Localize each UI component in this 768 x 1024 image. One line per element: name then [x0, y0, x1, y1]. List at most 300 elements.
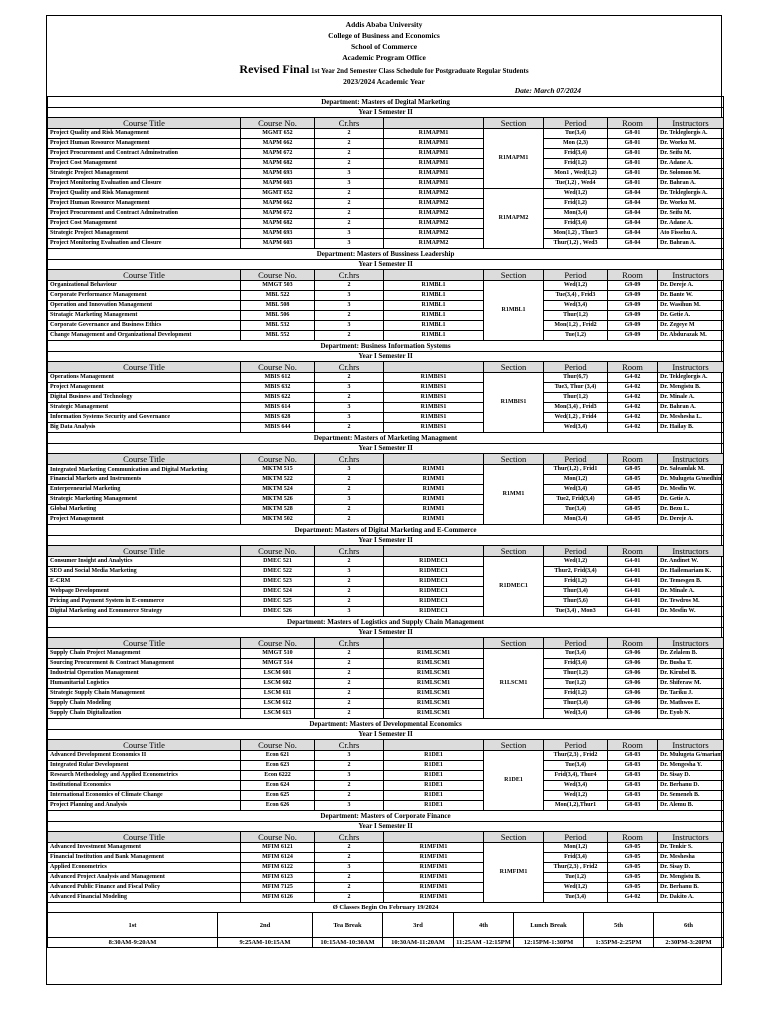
credit-hours: 2 [315, 659, 384, 669]
instructor-name: Dr. Mengesha Y. [658, 761, 724, 771]
column-header: Instructors [658, 740, 724, 751]
credit-hours: 2 [315, 311, 384, 321]
room-number: G9-05 [608, 873, 658, 883]
course-title: Advanced Investment Management [48, 843, 241, 853]
instructor-name: Dr. Dereje A. [658, 515, 724, 525]
course-number: MAPM 662 [241, 199, 315, 209]
credit-hours: 2 [315, 597, 384, 607]
class-period: Frid(1,2) [544, 577, 608, 587]
column-header: Course Title [48, 362, 241, 373]
class-period: Tue(3,4) [544, 129, 608, 139]
section-code: R1MLSCM1 [384, 659, 484, 669]
room-number: G4-01 [608, 587, 658, 597]
credit-hours: 2 [315, 853, 384, 863]
course-title: SEO and Social Media Marketing [48, 567, 241, 577]
table-row [48, 801, 724, 811]
course-number: MFIM 6121 [241, 843, 315, 853]
credit-hours: 3 [315, 413, 384, 423]
course-number: Econ 623 [241, 761, 315, 771]
room-number: G8-05 [608, 515, 658, 525]
course-title: E-CRM [48, 577, 241, 587]
instructor-name: Dr. Bante W. [658, 291, 724, 301]
time-slot-label: 6th [654, 913, 724, 938]
credit-hours: 3 [315, 567, 384, 577]
section-code: R1MBIS1 [384, 403, 484, 413]
table-row [48, 863, 724, 873]
course-number: MBIS 632 [241, 383, 315, 393]
time-slot-label: 3rd [383, 913, 454, 938]
room-number: G8-05 [608, 505, 658, 515]
credit-hours: 2 [315, 393, 384, 403]
class-period: Tue(3,4) [544, 761, 608, 771]
time-slot-range: 2:30PM-3:20PM [654, 938, 724, 948]
room-number: G8-05 [608, 475, 658, 485]
room-number: G4-01 [608, 567, 658, 577]
column-header: Instructors [658, 454, 724, 465]
instructor-name: Dr. Temesgen B. [658, 577, 724, 587]
credit-hours: 2 [315, 423, 384, 433]
instructor-name: Dr. Tariku J. [658, 689, 724, 699]
section-code: R1MAPM2 [384, 219, 484, 229]
course-number: MMGT 514 [241, 659, 315, 669]
instructor-name: Dr. Worku M. [658, 139, 724, 149]
course-title: Project Monitoring Evaluation and Closure [48, 239, 241, 249]
course-title: Project Planning and Analysis [48, 801, 241, 811]
section-code: R1MBL1 [384, 331, 484, 341]
class-period: Thur2, Frid(3,4) [544, 567, 608, 577]
document-title [47, 63, 721, 78]
instructor-name: Dr. Tekleglorgis A. [658, 189, 724, 199]
course-title: Operations Management [48, 373, 241, 383]
instructor-name: Dr. Getie A. [658, 311, 724, 321]
course-number: MAPM 662 [241, 139, 315, 149]
section-code: R1DMEC1 [384, 567, 484, 577]
instructor-name: Dr. Abdurazak M. [658, 331, 724, 341]
time-slot-label: 4th [454, 913, 514, 938]
class-period: Wed(1,2) , Frid4 [544, 413, 608, 423]
instructor-name: Dr. Saleamlak M. [658, 465, 724, 475]
instructor-name: Dr. Mulugeta G/mariam [658, 751, 724, 761]
school-name: School of Commerce [350, 42, 418, 51]
section-code: R1MBL1 [384, 311, 484, 321]
section-code: R1MM1 [384, 465, 484, 475]
year-semester-label: Year I Semester II [48, 444, 724, 454]
class-period: Mon(3,4) , Frid3 [544, 403, 608, 413]
credit-hours: 2 [315, 649, 384, 659]
class-period: Frid(3,4) [544, 149, 608, 159]
room-number: G4-01 [608, 597, 658, 607]
class-period: Thur(2,3) , Frid2 [544, 863, 608, 873]
course-title: Change Management and Organizational Development [48, 331, 241, 341]
credit-hours: 3 [315, 229, 384, 239]
credit-hours: 2 [315, 199, 384, 209]
section-code: R1MLSCM1 [384, 649, 484, 659]
room-number: G4-02 [608, 393, 658, 403]
year-semester-label: Year I Semester II [48, 260, 724, 270]
room-number: G8-03 [608, 781, 658, 791]
table-row [48, 883, 724, 893]
column-header: Cr.hrs [315, 118, 384, 129]
section-code: R1MBL1 [384, 321, 484, 331]
department-heading: Department: Masters of Digital Marketing and E-Commerce [48, 525, 724, 536]
column-header: Period [544, 362, 608, 373]
course-title: Applied Econometrics [48, 863, 241, 873]
table-row [48, 373, 724, 383]
class-period: Tue(3,4) [544, 649, 608, 659]
class-period: Mon(1,2) [544, 843, 608, 853]
section-name: R1MAPM2 [484, 189, 544, 249]
course-number: MBIS 612 [241, 373, 315, 383]
time-slot-label: Lunch Break [514, 913, 584, 938]
credit-hours: 2 [315, 159, 384, 169]
course-number: DMEC 523 [241, 577, 315, 587]
room-number: G8-01 [608, 129, 658, 139]
course-title: Operation and Innovation Management [48, 301, 241, 311]
section-code: R1MAPM1 [384, 129, 484, 139]
course-title: Project Quality and Risk Management [48, 129, 241, 139]
section-code: R1MLSCM1 [384, 689, 484, 699]
credit-hours: 2 [315, 373, 384, 383]
class-period: Frid(3,4), Thur4 [544, 771, 608, 781]
time-slot-range: 1:35PM-2:25PM [584, 938, 654, 948]
credit-hours: 2 [315, 219, 384, 229]
section-code: R1MBL1 [384, 291, 484, 301]
room-number: G8-04 [608, 189, 658, 199]
column-header: Section [484, 118, 544, 129]
instructor-name: Dr. Eyob N. [658, 709, 724, 719]
instructor-name: Dr. Tewdros M. [658, 597, 724, 607]
class-period: Wed(3,4) [544, 709, 608, 719]
credit-hours: 2 [315, 761, 384, 771]
course-number: MKTM 524 [241, 485, 315, 495]
section-code: R1DMEC1 [384, 597, 484, 607]
table-row [48, 403, 724, 413]
table-row [48, 781, 724, 791]
class-period: Wed(1,2) [544, 557, 608, 567]
table-row [48, 853, 724, 863]
course-title: Advanced Development Economics II [48, 751, 241, 761]
course-title: Financial Markets and Instruments [48, 475, 241, 485]
course-title: Project Human Resource Management [48, 139, 241, 149]
credit-hours: 3 [315, 383, 384, 393]
table-row [48, 577, 724, 587]
table-row [48, 679, 724, 689]
instructor-name: Dr. Wasihun M. [658, 301, 724, 311]
instructor-name: Dr. Mengistu B. [658, 873, 724, 883]
column-header: Period [544, 740, 608, 751]
instructor-name: Dr. Sisay D. [658, 863, 724, 873]
column-header: Room [608, 454, 658, 465]
class-period: Thur(1,2) [544, 311, 608, 321]
room-number: G8-03 [608, 791, 658, 801]
course-title: Strategic Supply Chain Management [48, 689, 241, 699]
course-title: Enterpreneurial Marketing [48, 485, 241, 495]
class-period: Frid(1,2) [544, 159, 608, 169]
class-period: Frid(1,2) [544, 689, 608, 699]
column-header: Cr.hrs [315, 270, 384, 281]
column-header: Course No. [241, 270, 315, 281]
column-header: Section [484, 546, 544, 557]
schedule-table [47, 96, 724, 903]
course-title: Project Procurement and Contract Adminstration [48, 209, 241, 219]
time-slot-range: 10:15AM-10:30AM [313, 938, 383, 948]
department-heading: Department: Masters of Logistics and Supply Chain Management [48, 617, 724, 628]
course-title: Information Systems Security and Governance [48, 413, 241, 423]
class-period: Mon(3,4) [544, 515, 608, 525]
credit-hours: 2 [315, 893, 384, 903]
column-header: Course Title [48, 546, 241, 557]
course-number: LSCM 612 [241, 699, 315, 709]
room-number: G4-01 [608, 607, 658, 617]
column-header [384, 638, 484, 649]
department-heading: Department: Masters of Degital Marketing [48, 97, 724, 108]
room-number: G9-09 [608, 331, 658, 341]
credit-hours: 2 [315, 791, 384, 801]
course-title: Project Cost Management [48, 159, 241, 169]
table-row [48, 505, 724, 515]
section-code: R1DE1 [384, 781, 484, 791]
room-number: G9-09 [608, 321, 658, 331]
section-code: R1MBIS1 [384, 373, 484, 383]
column-header: Instructors [658, 270, 724, 281]
table-row [48, 699, 724, 709]
course-title: Project Monitoring Evaluation and Closure [48, 179, 241, 189]
time-slot-range: 11:25AM -12:15PM [454, 938, 514, 948]
column-header [384, 362, 484, 373]
column-header: Course No. [241, 546, 315, 557]
instructor-name: Dr. Tekleglorgis A. [658, 373, 724, 383]
room-number: G9-05 [608, 853, 658, 863]
time-slot-range: 8:30AM-9:20AM [48, 938, 218, 948]
column-header: Section [484, 832, 544, 843]
table-row [48, 199, 724, 209]
section-name: R1MBIS1 [484, 373, 544, 433]
section-code: R1MAPM2 [384, 239, 484, 249]
column-header [384, 270, 484, 281]
credit-hours: 3 [315, 863, 384, 873]
course-number: MGMT 652 [241, 129, 315, 139]
column-header: Cr.hrs [315, 832, 384, 843]
instructor-name: Dr. Zegeye M [658, 321, 724, 331]
credit-hours: 3 [315, 403, 384, 413]
table-row [48, 893, 724, 903]
column-header: Course Title [48, 454, 241, 465]
table-row [48, 607, 724, 617]
table-row [48, 291, 724, 301]
course-number: MFIM 6122 [241, 863, 315, 873]
room-number: G8-04 [608, 219, 658, 229]
column-header [384, 118, 484, 129]
class-period: Mon(1,2),Thur1 [544, 801, 608, 811]
section-code: R1MM1 [384, 485, 484, 495]
instructor-name: Dr. Meshesha L. [658, 413, 724, 423]
course-title: Strategic Management [48, 403, 241, 413]
instructor-name: Dr. Semeneh B. [658, 791, 724, 801]
table-row [48, 659, 724, 669]
course-number: MBIS 622 [241, 393, 315, 403]
section-code: R1DE1 [384, 791, 484, 801]
course-title: Humanitarial Logistics [48, 679, 241, 689]
course-title: Advanced Project Analysis and Management [48, 873, 241, 883]
class-period: Wed(3,4) [544, 781, 608, 791]
table-row [48, 311, 724, 321]
course-number: DMEC 525 [241, 597, 315, 607]
section-code: R1MBL1 [384, 301, 484, 311]
section-code: R1MFIM1 [384, 873, 484, 883]
section-code: R1MAPM1 [384, 139, 484, 149]
course-number: MBL 532 [241, 321, 315, 331]
table-row [48, 159, 724, 169]
college-name: College of Business and Economics [328, 31, 440, 40]
column-header: Course Title [48, 638, 241, 649]
table-row [48, 413, 724, 423]
column-header: Course No. [241, 118, 315, 129]
column-header: Room [608, 270, 658, 281]
table-row [48, 301, 724, 311]
instructor-name: Dr. Kirubel B. [658, 669, 724, 679]
section-code: R1MLSCM1 [384, 669, 484, 679]
room-number: G9-06 [608, 699, 658, 709]
course-number: DMEC 524 [241, 587, 315, 597]
time-slot-table [47, 903, 724, 948]
credit-hours: 3 [315, 495, 384, 505]
table-row [48, 873, 724, 883]
room-number: G8-05 [608, 485, 658, 495]
table-row [48, 321, 724, 331]
course-number: MAPM 682 [241, 159, 315, 169]
table-row [48, 393, 724, 403]
course-title: Big Data Analysis [48, 423, 241, 433]
table-row [48, 771, 724, 781]
instructor-name: Dr. Adane A. [658, 159, 724, 169]
column-header: Section [484, 740, 544, 751]
section-code: R1MAPM1 [384, 159, 484, 169]
credit-hours: 2 [315, 485, 384, 495]
table-row [48, 495, 724, 505]
section-code: R1MAPM2 [384, 189, 484, 199]
class-period: Mon(1,2) [544, 475, 608, 485]
credit-hours: 3 [315, 321, 384, 331]
table-row [48, 465, 724, 475]
course-number: MAPM 603 [241, 239, 315, 249]
column-header: Course No. [241, 638, 315, 649]
section-code: R1MFIM1 [384, 853, 484, 863]
class-period: Thur(2,3) , Frid2 [544, 751, 608, 761]
table-row [48, 179, 724, 189]
credit-hours: 3 [315, 751, 384, 761]
room-number: G8-04 [608, 209, 658, 219]
course-title: Supply Chain Modeling [48, 699, 241, 709]
course-title: Consumer Insight and Analytics [48, 557, 241, 567]
course-number: LSCM 611 [241, 689, 315, 699]
department-heading: Department: Masters of Developmental Economics [48, 719, 724, 730]
table-row [48, 597, 724, 607]
instructor-name: Dr. Tenkir S. [658, 843, 724, 853]
course-title: Supply Chain Digitalization [48, 709, 241, 719]
column-header: Section [484, 454, 544, 465]
table-row [48, 423, 724, 433]
column-header: Room [608, 832, 658, 843]
instructor-name: Dr. Bezu L. [658, 505, 724, 515]
course-number: MKTM 528 [241, 505, 315, 515]
column-header: Cr.hrs [315, 362, 384, 373]
room-number: G9-09 [608, 291, 658, 301]
instructor-name: Dr. Solomon M. [658, 169, 724, 179]
class-period: Tue(3,4) [544, 505, 608, 515]
class-period: Tue(3,4) , Mon3 [544, 607, 608, 617]
course-title: Integrated Rular Development [48, 761, 241, 771]
credit-hours: 2 [315, 189, 384, 199]
column-header: Period [544, 454, 608, 465]
room-number: G9-06 [608, 709, 658, 719]
course-title: Webpage Development [48, 587, 241, 597]
year-semester-label: Year I Semester II [48, 822, 724, 832]
course-number: MAPM 693 [241, 229, 315, 239]
room-number: G4-02 [608, 373, 658, 383]
credit-hours: 3 [315, 239, 384, 249]
section-code: R1DMEC1 [384, 557, 484, 567]
year-semester-label: Year I Semester II [48, 730, 724, 740]
section-name: R1MAPM1 [484, 129, 544, 189]
room-number: G4-02 [608, 893, 658, 903]
room-number: G9-06 [608, 649, 658, 659]
credit-hours: 2 [315, 873, 384, 883]
table-row [48, 557, 724, 567]
year-semester-label: Year I Semester II [48, 108, 724, 118]
credit-hours: 2 [315, 139, 384, 149]
instructor-name: Dr. Worku M. [658, 199, 724, 209]
column-header [384, 454, 484, 465]
department-heading: Department: Masters of Bussiness Leadership [48, 249, 724, 260]
section-name: R1DMEC1 [484, 557, 544, 617]
column-header: Course No. [241, 740, 315, 751]
course-number: LSCM 613 [241, 709, 315, 719]
room-number: G4-02 [608, 403, 658, 413]
column-header [384, 832, 484, 843]
course-title: Digital Marketing and Ecommerce Strategy [48, 607, 241, 617]
table-row [48, 761, 724, 771]
room-number: G9-06 [608, 679, 658, 689]
instructor-name: Dr. Bahran A. [658, 403, 724, 413]
table-row [48, 383, 724, 393]
table-row [48, 129, 724, 139]
instructor-name: Dr. Minale A. [658, 587, 724, 597]
credit-hours: 2 [315, 843, 384, 853]
course-number: MBL 508 [241, 301, 315, 311]
room-number: G8-01 [608, 149, 658, 159]
room-number: G8-04 [608, 239, 658, 249]
room-number: G8-01 [608, 169, 658, 179]
section-name: R1MM1 [484, 465, 544, 525]
table-row [48, 515, 724, 525]
column-header: Instructors [658, 118, 724, 129]
classes-begin-note: Ø Classes Begin On February 19/2024 [48, 903, 724, 913]
credit-hours: 2 [315, 699, 384, 709]
university-name: Addis Ababa University [345, 20, 423, 29]
instructor-name: Dr. Berhanu D. [658, 781, 724, 791]
column-header: Course Title [48, 740, 241, 751]
class-period: Mon(3,4) [544, 209, 608, 219]
instructor-name: Dr. Mengistu B. [658, 383, 724, 393]
section-code: R1MAPM2 [384, 209, 484, 219]
class-period: Mon(1,2) , Thur3 [544, 229, 608, 239]
instructor-name: Dr. Adane A. [658, 219, 724, 229]
course-title: Advanced Financial Modeling [48, 893, 241, 903]
course-number: MKTM 502 [241, 515, 315, 525]
room-number: G8-04 [608, 199, 658, 209]
section-code: R1MBIS1 [384, 423, 484, 433]
class-period: Thur(1,2) , Frid1 [544, 465, 608, 475]
